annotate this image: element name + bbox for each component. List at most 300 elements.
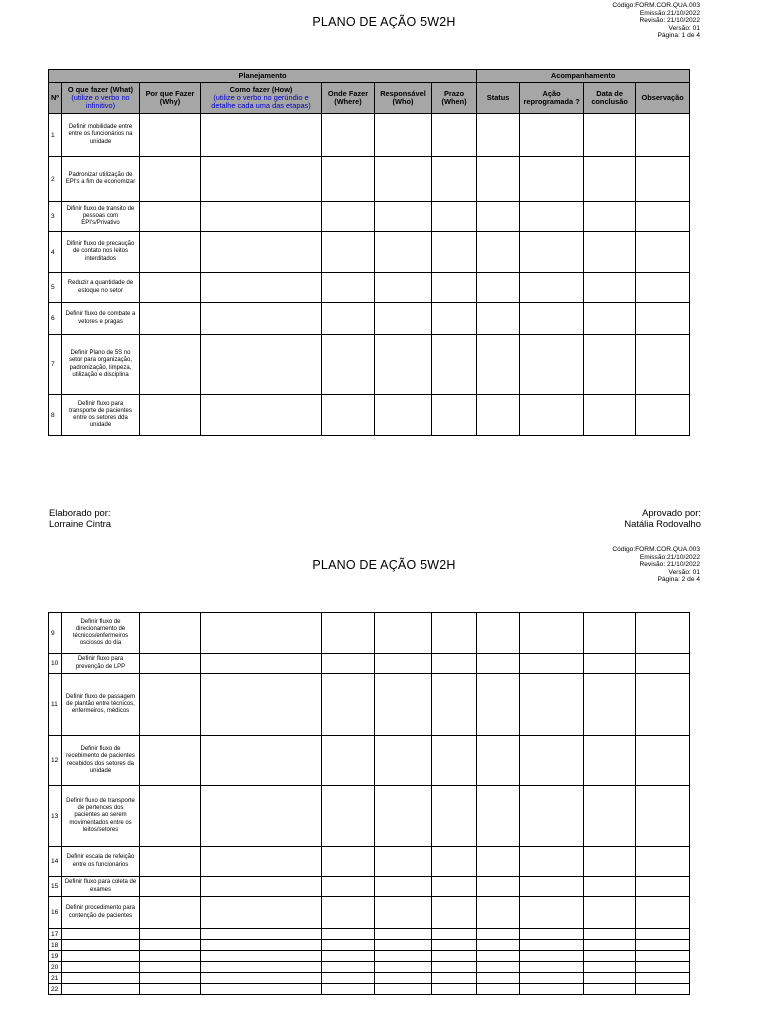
- row-number: 2: [49, 157, 62, 202]
- cell-reprogramada[interactable]: [520, 674, 584, 736]
- cell-observacao[interactable]: [636, 654, 690, 674]
- how-label: Como fazer (How): [229, 85, 293, 95]
- cell-observacao[interactable]: [636, 847, 690, 877]
- table-row: [49, 929, 690, 940]
- cell-when[interactable]: [432, 273, 477, 303]
- cell-why[interactable]: [140, 114, 201, 157]
- cell-data-conclusao[interactable]: [584, 273, 636, 303]
- cell-when[interactable]: [432, 962, 477, 973]
- cell-why[interactable]: [140, 613, 201, 654]
- row-number: 21: [49, 973, 62, 984]
- cell-reprogramada[interactable]: [520, 303, 584, 335]
- cell-why[interactable]: [140, 202, 201, 232]
- row-number: 5: [49, 273, 62, 303]
- row-number: 7: [49, 335, 62, 395]
- cell-how[interactable]: [201, 877, 322, 897]
- action-what: Definir fluxo para transporte de pacientes entre os setores dda unidade: [62, 395, 140, 436]
- row-number: 22: [49, 984, 62, 995]
- cell-where[interactable]: [322, 877, 375, 897]
- action-what: [62, 929, 140, 940]
- cell-reprogramada[interactable]: [520, 973, 584, 984]
- row-number: 16: [49, 897, 62, 929]
- table-row: [49, 654, 690, 674]
- cell-observacao[interactable]: [636, 202, 690, 232]
- cell-how[interactable]: [201, 897, 322, 929]
- cell-status[interactable]: [477, 940, 520, 951]
- cell-why[interactable]: [140, 951, 201, 962]
- row-number: 15: [49, 877, 62, 897]
- action-what: [62, 973, 140, 984]
- cell-data-conclusao[interactable]: [584, 395, 636, 436]
- column-header-data-conclusao: Data de conclusão: [584, 83, 636, 114]
- action-what: Definir fluxo de transporte de pertences dos pacientes ao serem movimentados entre os leitos/setores: [62, 786, 140, 847]
- column-header-num: Nº: [49, 83, 62, 114]
- cell-status[interactable]: [477, 157, 520, 202]
- cell-status[interactable]: [477, 273, 520, 303]
- cell-where[interactable]: [322, 984, 375, 995]
- cell-status[interactable]: [477, 335, 520, 395]
- cell-when[interactable]: [432, 736, 477, 786]
- cell-reprogramada[interactable]: [520, 157, 584, 202]
- cell-how[interactable]: [201, 303, 322, 335]
- cell-where[interactable]: [322, 273, 375, 303]
- cell-why[interactable]: [140, 335, 201, 395]
- column-header-observacao: Observação: [636, 83, 690, 114]
- cell-who[interactable]: [375, 973, 432, 984]
- cell-how[interactable]: [201, 613, 322, 654]
- page-title: PLANO DE AÇÃO 5W2H: [312, 15, 456, 29]
- pagina: Página: 2 de 4: [657, 576, 700, 584]
- cell-status[interactable]: [477, 674, 520, 736]
- cell-when[interactable]: [432, 940, 477, 951]
- cell-reprogramada[interactable]: [520, 613, 584, 654]
- cell-data-conclusao[interactable]: [584, 303, 636, 335]
- cell-where[interactable]: [322, 786, 375, 847]
- cell-data-conclusao[interactable]: [584, 973, 636, 984]
- cell-why[interactable]: [140, 962, 201, 973]
- cell-reprogramada[interactable]: [520, 786, 584, 847]
- cell-data-conclusao[interactable]: [584, 232, 636, 273]
- table-row: [49, 157, 690, 202]
- cell-how[interactable]: [201, 929, 322, 940]
- table-row: [49, 951, 690, 962]
- cell-when[interactable]: [432, 847, 477, 877]
- cell-how[interactable]: [201, 847, 322, 877]
- cell-who[interactable]: [375, 654, 432, 674]
- cell-where[interactable]: [322, 897, 375, 929]
- cell-observacao[interactable]: [636, 951, 690, 962]
- cell-who[interactable]: [375, 613, 432, 654]
- cell-how[interactable]: [201, 786, 322, 847]
- cell-observacao[interactable]: [636, 157, 690, 202]
- cell-why[interactable]: [140, 303, 201, 335]
- cell-status[interactable]: [477, 847, 520, 877]
- column-header-when: Prazo (When): [432, 83, 477, 114]
- row-number: 19: [49, 951, 62, 962]
- cell-why[interactable]: [140, 897, 201, 929]
- versao: Versão: 01: [668, 568, 700, 576]
- action-what: Difinir fluxo de transito de pessoas com EPI's/Privativo: [62, 202, 140, 232]
- action-what: Definir mobilidade entre entre os funcionários na unidade: [62, 114, 140, 157]
- column-header-what: [62, 83, 140, 114]
- action-what: [62, 984, 140, 995]
- cell-who[interactable]: [375, 951, 432, 962]
- what-label: O que fazer (What): [67, 85, 134, 95]
- cell-when[interactable]: [432, 232, 477, 273]
- cell-why[interactable]: [140, 929, 201, 940]
- cell-when[interactable]: [432, 897, 477, 929]
- cell-data-conclusao[interactable]: [584, 897, 636, 929]
- table-row: [49, 613, 690, 654]
- action-what: Definir fluxo para coleta de exames: [62, 877, 140, 897]
- cell-status[interactable]: [477, 984, 520, 995]
- cell-how[interactable]: [201, 654, 322, 674]
- table-row: [49, 202, 690, 232]
- cell-data-conclusao[interactable]: [584, 674, 636, 736]
- pagina: Página: 1 de 4: [657, 32, 700, 40]
- cell-observacao[interactable]: [636, 114, 690, 157]
- cell-status[interactable]: [477, 613, 520, 654]
- cell-who[interactable]: [375, 202, 432, 232]
- row-number: 17: [49, 929, 62, 940]
- table-row: [49, 303, 690, 335]
- cell-data-conclusao[interactable]: [584, 335, 636, 395]
- cell-reprogramada[interactable]: [520, 984, 584, 995]
- cell-observacao[interactable]: [636, 232, 690, 273]
- action-plan-table-page-2: [48, 612, 690, 995]
- cell-reprogramada[interactable]: [520, 962, 584, 973]
- row-number: 1: [49, 114, 62, 157]
- row-number: 14: [49, 847, 62, 877]
- cell-who[interactable]: [375, 232, 432, 273]
- cell-status[interactable]: [477, 951, 520, 962]
- cell-when[interactable]: [432, 395, 477, 436]
- cell-who[interactable]: [375, 395, 432, 436]
- cell-how[interactable]: [201, 951, 322, 962]
- cell-when[interactable]: [432, 157, 477, 202]
- cell-when[interactable]: [432, 654, 477, 674]
- group-header-acompanhamento: Acompanhamento: [477, 70, 690, 83]
- cell-observacao[interactable]: [636, 897, 690, 929]
- cell-how[interactable]: [201, 674, 322, 736]
- cell-reprogramada[interactable]: [520, 877, 584, 897]
- cell-where[interactable]: [322, 232, 375, 273]
- cell-when[interactable]: [432, 984, 477, 995]
- cell-who[interactable]: [375, 786, 432, 847]
- table-row: [49, 232, 690, 273]
- table-row: [49, 897, 690, 929]
- action-what: Definir fluxo de direcionamento de técnicos/enfermeiros osciosos do dia: [62, 613, 140, 654]
- cell-why[interactable]: [140, 654, 201, 674]
- codigo: Código:FORM.COR.QUA.003: [612, 2, 700, 9]
- table-row: [49, 847, 690, 877]
- cell-reprogramada[interactable]: [520, 232, 584, 273]
- cell-status[interactable]: [477, 232, 520, 273]
- action-what: Definir escala de refeição entre os funcionários: [62, 847, 140, 877]
- cell-why[interactable]: [140, 973, 201, 984]
- cell-who[interactable]: [375, 984, 432, 995]
- table-row: [49, 940, 690, 951]
- action-what: [62, 951, 140, 962]
- aprovado-label: Aprovado por:: [642, 507, 701, 518]
- row-number: 8: [49, 395, 62, 436]
- cell-status[interactable]: [477, 736, 520, 786]
- action-what: Reduzir a quantidade de estoque no setor: [62, 273, 140, 303]
- cell-status[interactable]: [477, 202, 520, 232]
- cell-how[interactable]: [201, 202, 322, 232]
- cell-how[interactable]: [201, 114, 322, 157]
- cell-why[interactable]: [140, 847, 201, 877]
- cell-who[interactable]: [375, 303, 432, 335]
- cell-observacao[interactable]: [636, 984, 690, 995]
- cell-status[interactable]: [477, 114, 520, 157]
- row-number: 9: [49, 613, 62, 654]
- cell-status[interactable]: [477, 973, 520, 984]
- cell-data-conclusao[interactable]: [584, 114, 636, 157]
- cell-when[interactable]: [432, 973, 477, 984]
- action-what: [62, 962, 140, 973]
- cell-when[interactable]: [432, 951, 477, 962]
- action-what: Definir fluxo de combate a vetores e pragas: [62, 303, 140, 335]
- cell-how[interactable]: [201, 962, 322, 973]
- row-number: 4: [49, 232, 62, 273]
- cell-when[interactable]: [432, 202, 477, 232]
- elaborado-name: Lorraine Cintra: [49, 517, 112, 529]
- cell-how[interactable]: [201, 973, 322, 984]
- how-hint: (utilize o verbo no gerúndio e detalhe cada uma das etapas): [211, 93, 311, 110]
- cell-how[interactable]: [201, 335, 322, 395]
- cell-data-conclusao[interactable]: [584, 951, 636, 962]
- column-header-status: Status: [477, 83, 520, 114]
- action-what: Definir fluxo de recebimento de pacientes recebidos dos setores da unidade: [62, 736, 140, 786]
- cell-data-conclusao[interactable]: [584, 984, 636, 995]
- emissao: Emissão:21/10/2022: [639, 553, 700, 561]
- cell-who[interactable]: [375, 736, 432, 786]
- row-number: 6: [49, 303, 62, 335]
- action-what: Definir fluxo para prevenção de LPP: [62, 654, 140, 674]
- table-row: [49, 395, 690, 436]
- cell-who[interactable]: [375, 335, 432, 395]
- cell-who[interactable]: [375, 962, 432, 973]
- cell-why[interactable]: [140, 984, 201, 995]
- versao: Versão: 01: [668, 24, 700, 32]
- cell-where[interactable]: [322, 951, 375, 962]
- cell-reprogramada[interactable]: [520, 335, 584, 395]
- action-what: Definir procedimento para contenção de pacientes: [62, 897, 140, 929]
- cell-data-conclusao[interactable]: [584, 736, 636, 786]
- action-what: Difinir fluxo de precaução de contato nos leitos interditados: [62, 232, 140, 273]
- cell-where[interactable]: [322, 654, 375, 674]
- cell-where[interactable]: [322, 973, 375, 984]
- cell-observacao[interactable]: [636, 877, 690, 897]
- cell-status[interactable]: [477, 654, 520, 674]
- cell-reprogramada[interactable]: [520, 736, 584, 786]
- cell-observacao[interactable]: [636, 962, 690, 973]
- cell-where[interactable]: [322, 929, 375, 940]
- cell-reprogramada[interactable]: [520, 847, 584, 877]
- cell-when[interactable]: [432, 674, 477, 736]
- cell-who[interactable]: [375, 940, 432, 951]
- cell-where[interactable]: [322, 202, 375, 232]
- aprovado-por: [624, 508, 701, 529]
- cell-why[interactable]: [140, 736, 201, 786]
- cell-data-conclusao[interactable]: [584, 940, 636, 951]
- cell-data-conclusao[interactable]: [584, 786, 636, 847]
- row-number: 12: [49, 736, 62, 786]
- cell-when[interactable]: [432, 303, 477, 335]
- cell-where[interactable]: [322, 303, 375, 335]
- cell-when[interactable]: [432, 114, 477, 157]
- cell-data-conclusao[interactable]: [584, 202, 636, 232]
- cell-where[interactable]: [322, 962, 375, 973]
- cell-observacao[interactable]: [636, 973, 690, 984]
- cell-where[interactable]: [322, 395, 375, 436]
- cell-when[interactable]: [432, 613, 477, 654]
- cell-where[interactable]: [322, 335, 375, 395]
- table-row: [49, 962, 690, 973]
- table-row: [49, 674, 690, 736]
- cell-who[interactable]: [375, 847, 432, 877]
- cell-when[interactable]: [432, 877, 477, 897]
- group-header-planejamento: Planejamento: [49, 70, 477, 83]
- row-number: 11: [49, 674, 62, 736]
- cell-how[interactable]: [201, 984, 322, 995]
- table-row: [49, 973, 690, 984]
- cell-who[interactable]: [375, 929, 432, 940]
- row-number: 18: [49, 940, 62, 951]
- emissao: Emissão:21/10/2022: [639, 9, 700, 17]
- cell-status[interactable]: [477, 897, 520, 929]
- cell-reprogramada[interactable]: [520, 929, 584, 940]
- table-row: [49, 877, 690, 897]
- cell-status[interactable]: [477, 877, 520, 897]
- cell-why[interactable]: [140, 232, 201, 273]
- cell-reprogramada[interactable]: [520, 951, 584, 962]
- cell-status[interactable]: [477, 786, 520, 847]
- cell-reprogramada[interactable]: [520, 114, 584, 157]
- cell-when[interactable]: [432, 335, 477, 395]
- aprovado-name: Natália Rodovalho: [624, 517, 701, 529]
- cell-observacao[interactable]: [636, 335, 690, 395]
- cell-data-conclusao[interactable]: [584, 929, 636, 940]
- table-row: [49, 273, 690, 303]
- cell-observacao[interactable]: [636, 395, 690, 436]
- action-what: Padronizar utilização de EPI's a fim de economizar: [62, 157, 140, 202]
- cell-who[interactable]: [375, 674, 432, 736]
- cell-why[interactable]: [140, 674, 201, 736]
- column-header-how: [201, 83, 322, 114]
- cell-how[interactable]: [201, 940, 322, 951]
- cell-why[interactable]: [140, 273, 201, 303]
- cell-status[interactable]: [477, 929, 520, 940]
- cell-data-conclusao[interactable]: [584, 962, 636, 973]
- cell-data-conclusao[interactable]: [584, 847, 636, 877]
- table-row: [49, 114, 690, 157]
- cell-where[interactable]: [322, 940, 375, 951]
- cell-status[interactable]: [477, 395, 520, 436]
- cell-when[interactable]: [432, 786, 477, 847]
- cell-data-conclusao[interactable]: [584, 613, 636, 654]
- column-header-who: Responsável (Who): [375, 83, 432, 114]
- cell-data-conclusao[interactable]: [584, 157, 636, 202]
- revisao: Revisão: 21/10/2022: [639, 17, 700, 25]
- cell-reprogramada[interactable]: [520, 897, 584, 929]
- cell-where[interactable]: [322, 114, 375, 157]
- table-row: [49, 335, 690, 395]
- cell-reprogramada[interactable]: [520, 654, 584, 674]
- action-what: [62, 940, 140, 951]
- cell-reprogramada[interactable]: [520, 940, 584, 951]
- cell-who[interactable]: [375, 157, 432, 202]
- cell-data-conclusao[interactable]: [584, 654, 636, 674]
- cell-where[interactable]: [322, 157, 375, 202]
- cell-how[interactable]: [201, 273, 322, 303]
- cell-observacao[interactable]: [636, 273, 690, 303]
- cell-reprogramada[interactable]: [520, 202, 584, 232]
- revisao: Revisão: 21/10/2022: [639, 561, 700, 569]
- cell-why[interactable]: [140, 786, 201, 847]
- codigo: Código:FORM.COR.QUA.003: [612, 546, 700, 553]
- cell-who[interactable]: [375, 273, 432, 303]
- cell-reprogramada[interactable]: [520, 395, 584, 436]
- column-header-reprogramada: Ação reprogramada ?: [520, 83, 584, 114]
- cell-observacao[interactable]: [636, 736, 690, 786]
- column-header-why: Por que Fazer (Why): [140, 83, 201, 114]
- cell-reprogramada[interactable]: [520, 273, 584, 303]
- cell-observacao[interactable]: [636, 929, 690, 940]
- cell-when[interactable]: [432, 929, 477, 940]
- cell-status[interactable]: [477, 303, 520, 335]
- cell-who[interactable]: [375, 114, 432, 157]
- cell-observacao[interactable]: [636, 613, 690, 654]
- cell-why[interactable]: [140, 395, 201, 436]
- table-row: [49, 786, 690, 847]
- action-what: Definir Plano de 5S no setor para organização, padronização, limpeza, utilização e disciplina: [62, 335, 140, 395]
- cell-where[interactable]: [322, 613, 375, 654]
- cell-observacao[interactable]: [636, 674, 690, 736]
- cell-observacao[interactable]: [636, 303, 690, 335]
- cell-observacao[interactable]: [636, 940, 690, 951]
- cell-where[interactable]: [322, 847, 375, 877]
- row-number: 20: [49, 962, 62, 973]
- cell-data-conclusao[interactable]: [584, 877, 636, 897]
- table-row: [49, 736, 690, 786]
- what-hint: (utilize o verbo no infinitivo): [71, 93, 130, 110]
- column-header-where: Onde Fazer (Where): [322, 83, 375, 114]
- cell-why[interactable]: [140, 157, 201, 202]
- cell-why[interactable]: [140, 877, 201, 897]
- cell-how[interactable]: [201, 395, 322, 436]
- cell-who[interactable]: [375, 897, 432, 929]
- table-row: [49, 984, 690, 995]
- row-number: 10: [49, 654, 62, 674]
- row-number: 13: [49, 786, 62, 847]
- cell-observacao[interactable]: [636, 786, 690, 847]
- cell-where[interactable]: [322, 736, 375, 786]
- elaborado-label: Elaborado por:: [49, 507, 111, 518]
- cell-how[interactable]: [201, 736, 322, 786]
- cell-where[interactable]: [322, 674, 375, 736]
- cell-how[interactable]: [201, 232, 322, 273]
- action-plan-table-page-1: [48, 69, 690, 436]
- cell-how[interactable]: [201, 157, 322, 202]
- cell-who[interactable]: [375, 877, 432, 897]
- row-number: 3: [49, 202, 62, 232]
- cell-status[interactable]: [477, 962, 520, 973]
- page-title: PLANO DE AÇÃO 5W2H: [312, 558, 456, 572]
- cell-why[interactable]: [140, 940, 201, 951]
- elaborado-por: [49, 508, 111, 529]
